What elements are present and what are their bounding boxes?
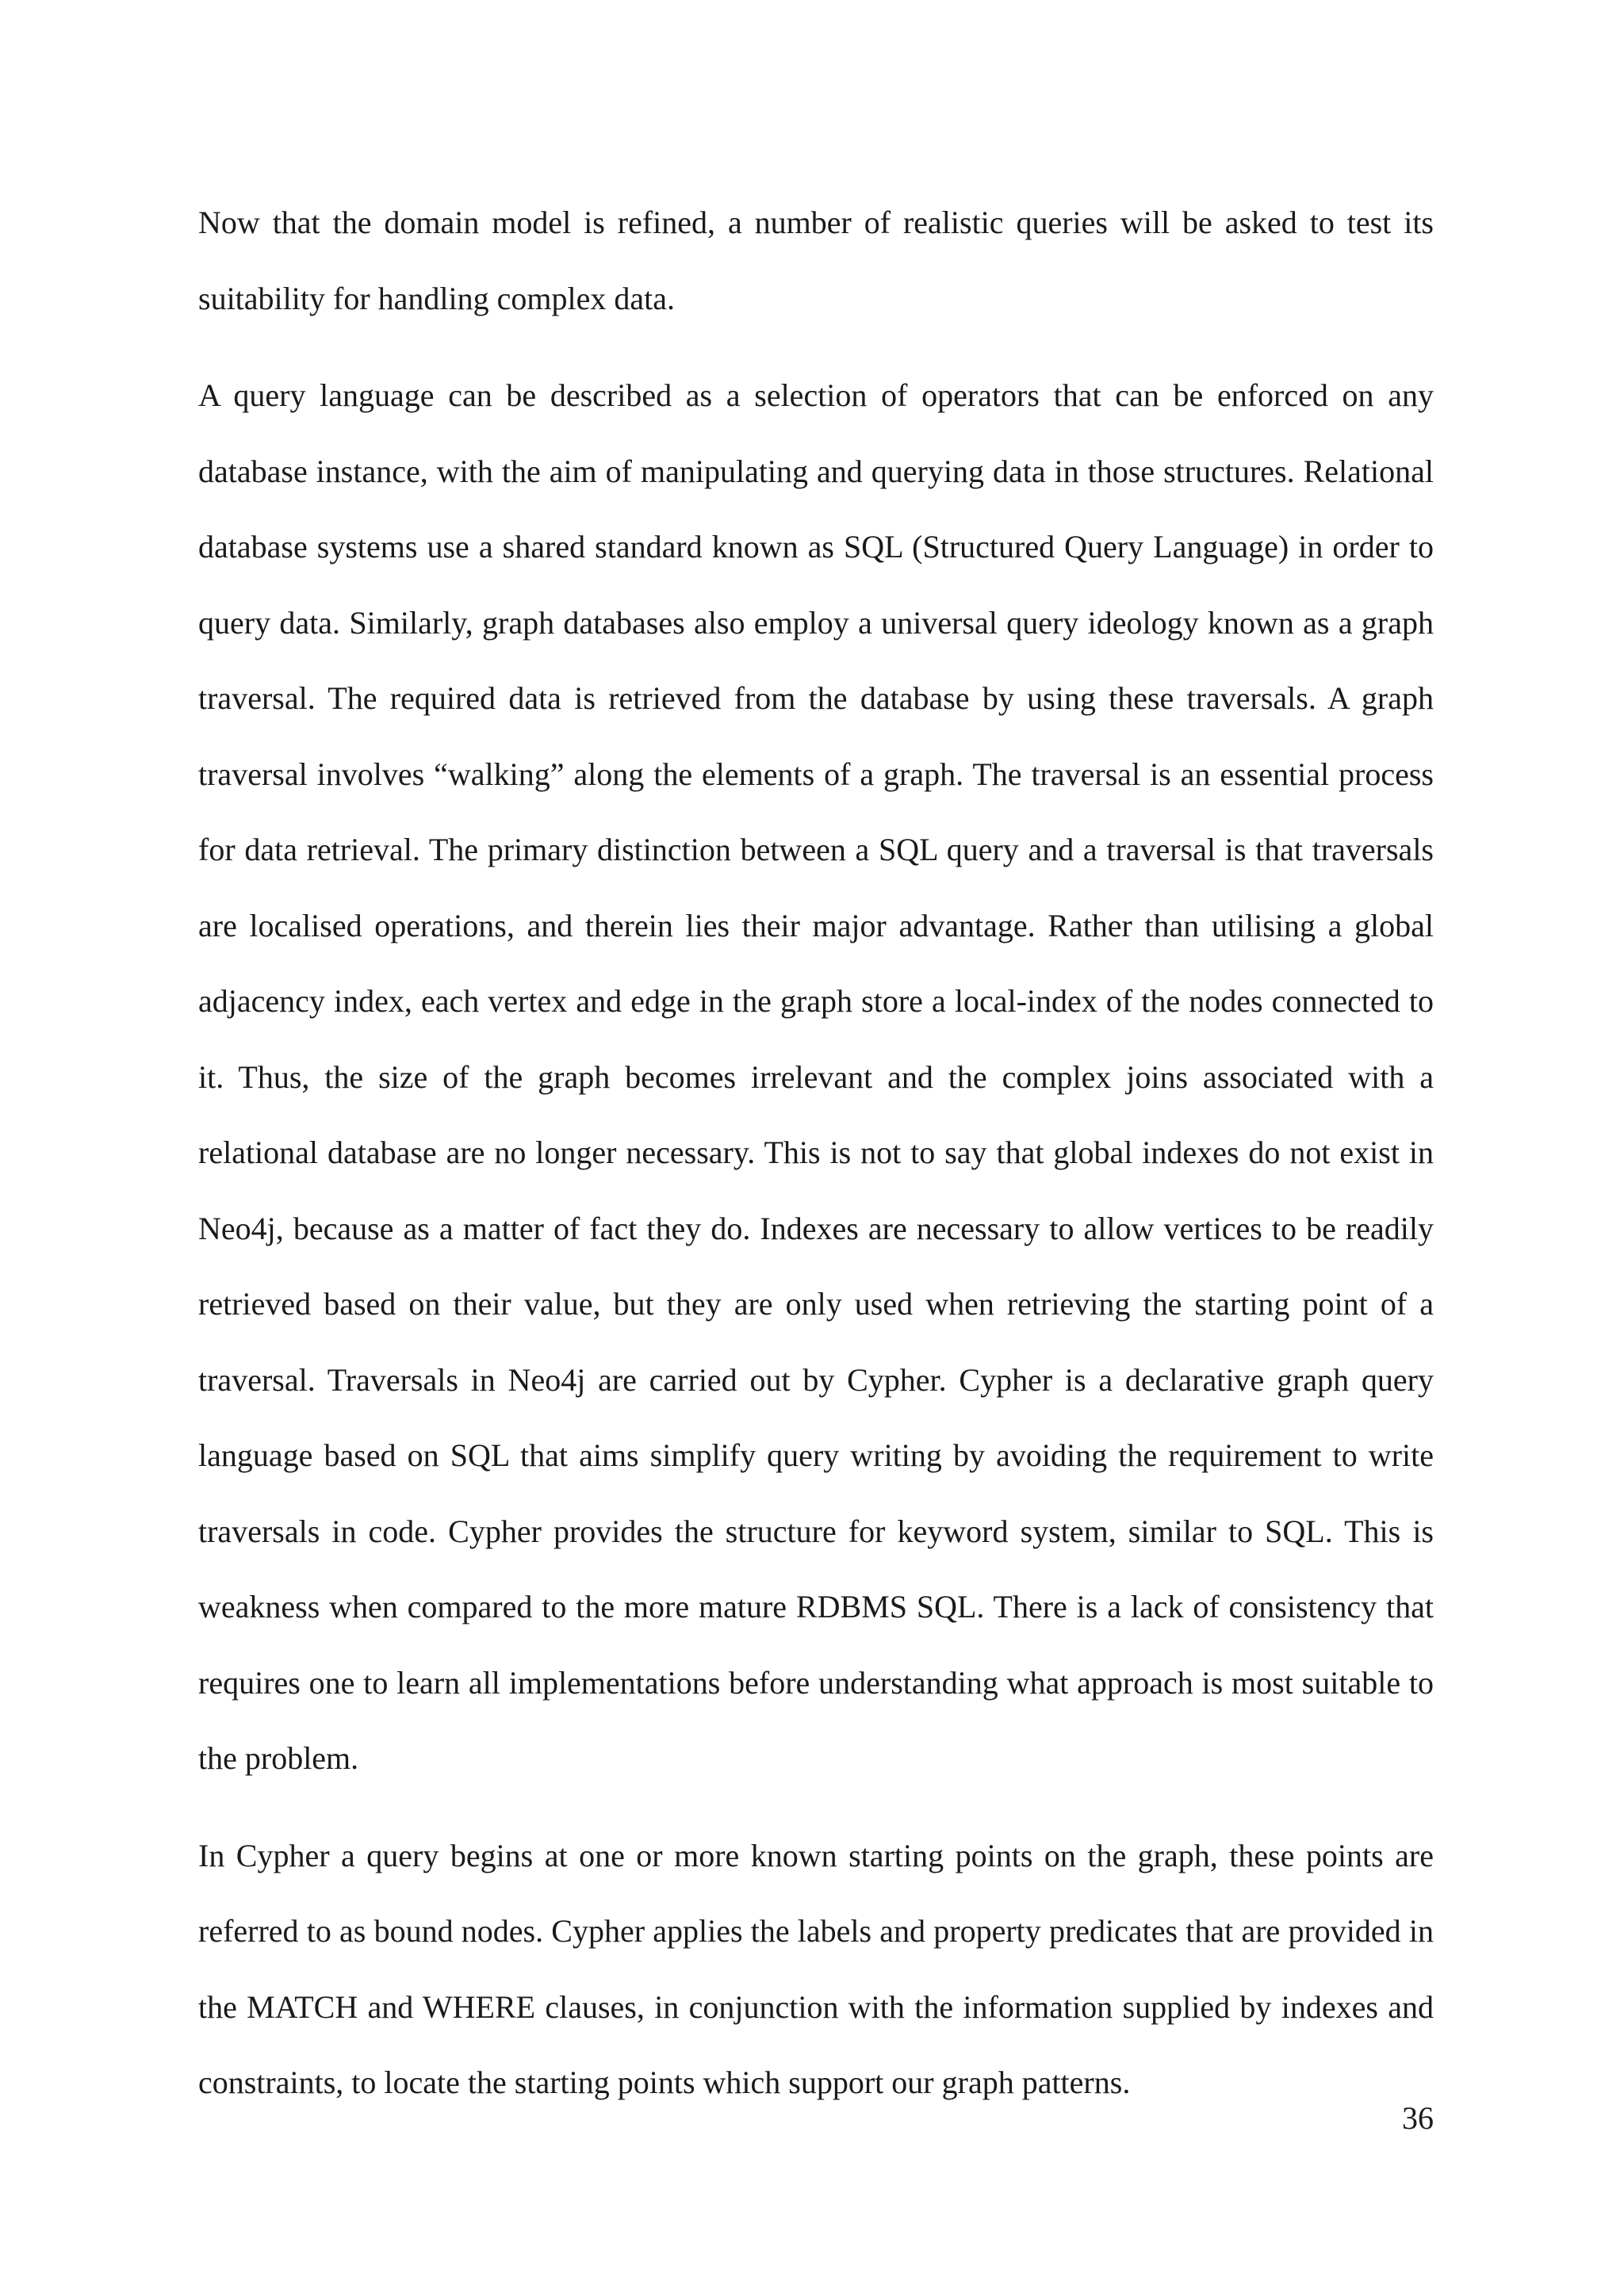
paragraph-intro: Now that the domain model is refined, a number of realistic queries will be asked to test its suitability for handling complex data. — [198, 205, 1434, 316]
paragraph-cypher-bound-nodes: In Cypher a query begins at one or more known starting points on the graph, these points are referred to as bound nodes. Cypher applies the labels and property predicates that are provided in the MATCH and WHERE clauses, in conjunction with the information supplied by indexes and constraints, to locate the starting points which support our graph patterns. — [198, 1837, 1434, 2100]
page-number: 36 — [1402, 2100, 1434, 2136]
body-text — [198, 185, 1434, 2142]
paragraph-query-language: A query language can be described as a selection of operators that can be enforced on any database instance, with the aim of manipulating and querying data in those structures. Relational database systems use a shared standard known as SQL (Structured Query Language) in order to query data. Similarly, graph databases also employ a universal query ideology known as a graph traversal. The required data is retrieved from the database by using these traversals. A graph traversal involves “walking” along the elements of a graph. The traversal is an essential process for data retrieval. The primary distinction between a SQL query and a traversal is that traversals are localised operations, and therein lies their major advantage. Rather than utilising a global adjacency index, each vertex and edge in the graph store a local-index of the nodes connected to it. Thus, the size of the graph becomes irrelevant and the complex joins associated with a relational database are no longer necessary. This is not to say that global indexes do not exist in Neo4j, because as a matter of fact they do. Indexes are necessary to allow vertices to be readily retrieved based on their value, but they are only used when retrieving the starting point of a traversal. Traversals in Neo4j are carried out by Cypher. Cypher is a declarative graph query language based on SQL that aims simplify query writing by avoiding the requirement to write traversals in code. Cypher provides the structure for keyword system, similar to SQL. This is weakness when compared to the more mature RDBMS SQL. There is a lack of consistency that requires one to learn all implementations before understanding what approach is most suitable to the problem. — [198, 377, 1434, 1776]
